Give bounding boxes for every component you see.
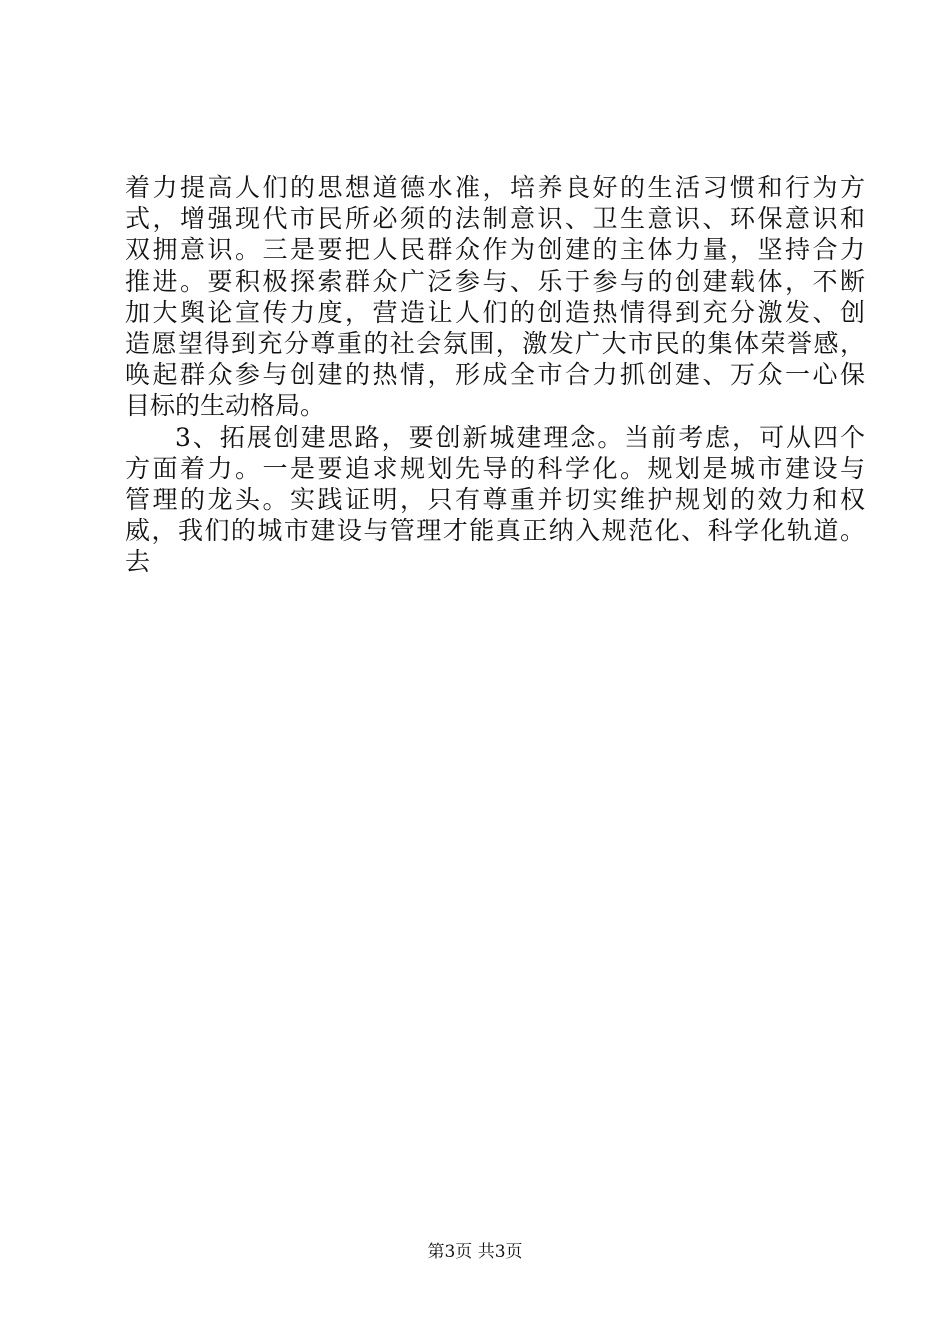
- text-line: 去: [125, 547, 151, 577]
- text-line: 方面着力。一是要追求规划先导的科学化。规划是城市建设与: [125, 453, 865, 483]
- text-line: 着力提高人们的思想道德水准，培养良好的生活习惯和行为方: [125, 173, 865, 202]
- text-line: 唤起群众参与创建的热情，形成全市合力抓创建、万众一心保: [125, 360, 865, 390]
- text-line: 推进。要积极探索群众广泛参与、乐于参与的创建载体，不断: [125, 266, 865, 296]
- page-footer: 第3页 共3页: [427, 1242, 523, 1262]
- text-line: 加大舆论宣传力度，营造让人们的创造热情得到充分激发、创: [125, 297, 865, 327]
- body-text: [125, 172, 865, 577]
- text-line: 造愿望得到充分尊重的社会氛围，激发广大市民的集体荣誉感，: [125, 328, 865, 358]
- text-line: 双拥意识。三是要把人民群众作为创建的主体力量，坚持合力: [125, 235, 865, 265]
- text-line: 管理的龙头。实践证明，只有尊重并切实维护规划的效力和权: [125, 484, 865, 514]
- text-line: 3、拓展创建思路，要创新城建理念。当前考虑，可从四个: [175, 422, 865, 452]
- text-line: 目标的生动格局。: [125, 391, 326, 421]
- text-line: 式，增强现代市民所必须的法制意识、卫生意识、环保意识和: [125, 204, 865, 234]
- text-line: 威，我们的城市建设与管理才能真正纳入规范化、科学化轨道。: [125, 516, 865, 546]
